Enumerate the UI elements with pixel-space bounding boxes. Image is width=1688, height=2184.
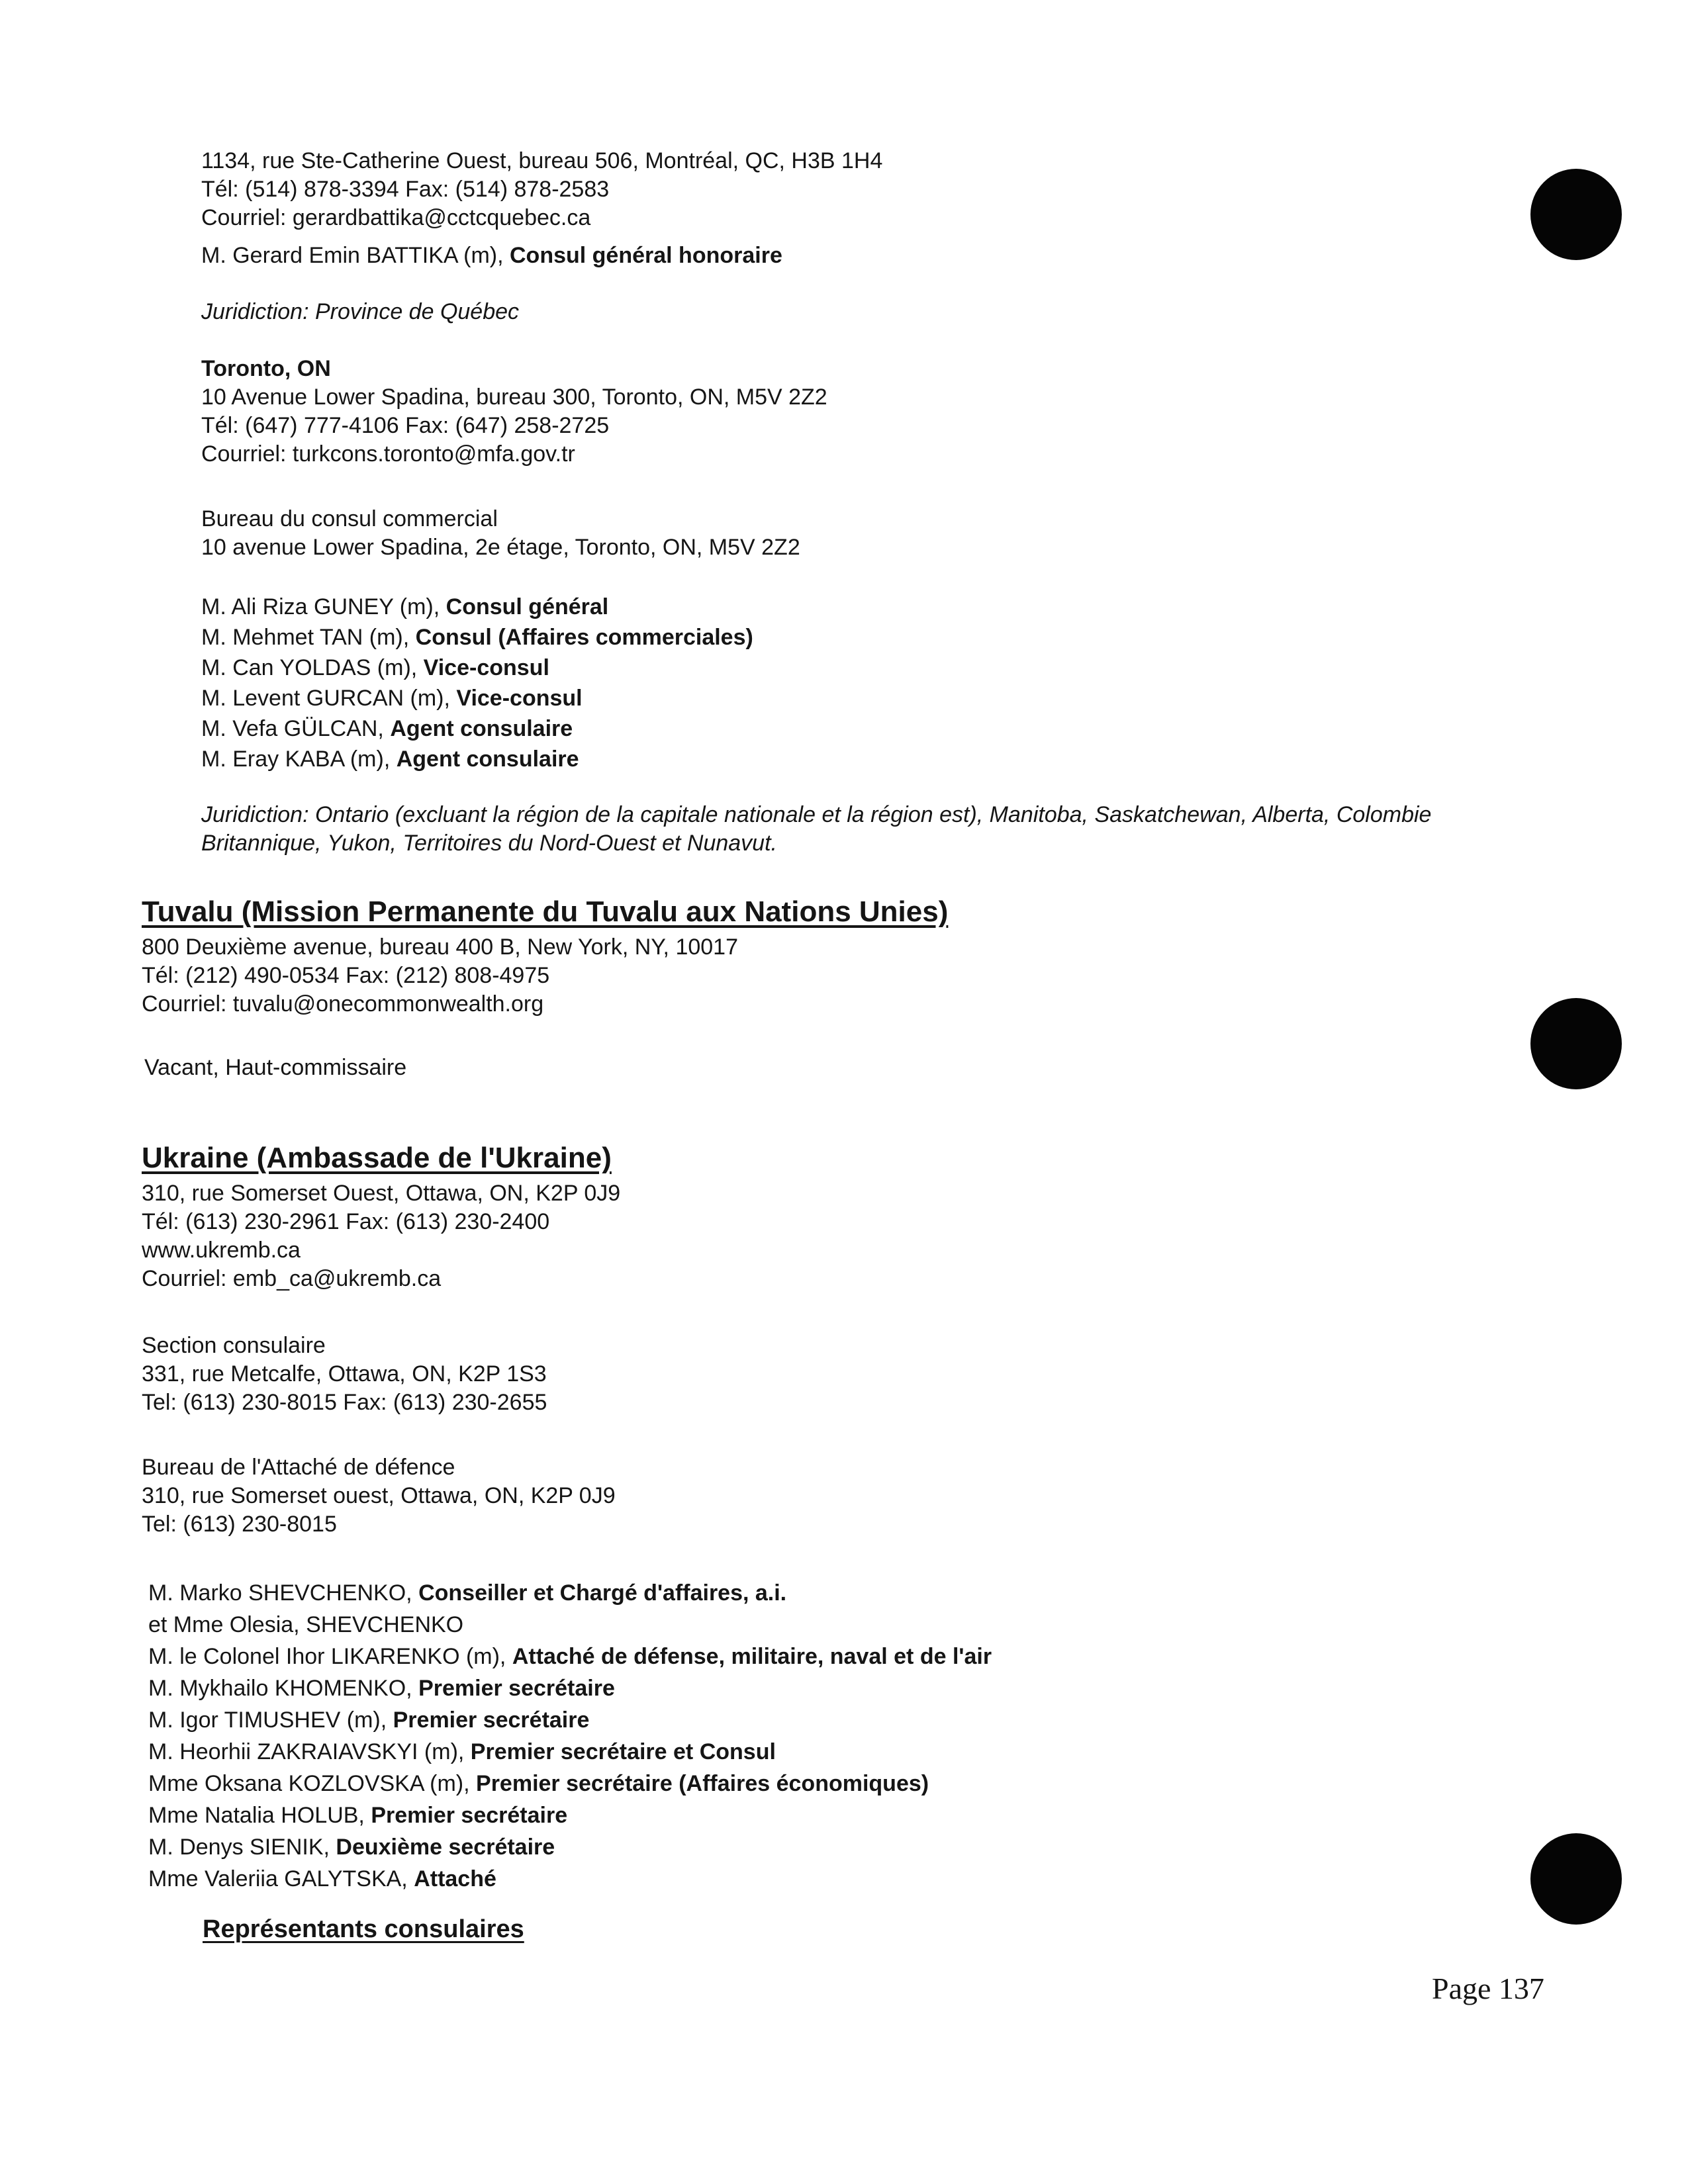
staff-name: Mme Valeriia GALYTSKA, <box>148 1866 414 1891</box>
toronto-commercial-block <box>201 505 800 562</box>
montreal-address: 1134, rue Ste-Catherine Ouest, bureau 506, Montréal, QC, H3B 1H4 <box>201 148 883 173</box>
staff-name: M. le Colonel Ihor LIKARENKO (m), <box>148 1644 512 1669</box>
staff-name: M. Gerard Emin BATTIKA (m), <box>201 243 510 268</box>
staff-name: Mme Natalia HOLUB, <box>148 1803 371 1828</box>
consular-section-address: 331, rue Metcalfe, Ottawa, ON, K2P 1S3 <box>142 1361 547 1387</box>
ukraine-address: 310, rue Somerset Ouest, Ottawa, ON, K2P 0J9 <box>142 1181 621 1206</box>
tuvalu-phone: Tél: (212) 490-0534 Fax: (212) 808-4975 <box>142 963 550 988</box>
staff-title: Premier secrétaire <box>418 1676 615 1701</box>
punch-hole-middle <box>1530 998 1622 1089</box>
staff-entry <box>148 1706 992 1738</box>
consular-section-label: Section consulaire <box>142 1333 326 1358</box>
staff-title: Agent consulaire <box>396 747 579 772</box>
staff-title: Vice-consul <box>456 686 583 711</box>
staff-entry <box>201 623 753 654</box>
staff-entry <box>148 1833 992 1865</box>
toronto-phone: Tél: (647) 777-4106 Fax: (647) 258-2725 <box>201 413 610 438</box>
montreal-phone: Tél: (514) 878-3394 Fax: (514) 878-2583 <box>201 177 610 202</box>
staff-name: M. Mehmet TAN (m), <box>201 625 416 650</box>
staff-entry <box>201 684 753 715</box>
staff-name: M. Marko SHEVCHENKO, <box>148 1580 419 1606</box>
staff-name: M. Vefa GÜLCAN, <box>201 716 391 741</box>
staff-name: M. Ali Riza GUNEY (m), <box>201 594 446 619</box>
tuvalu-address: 800 Deuxième avenue, bureau 400 B, New York, NY, 10017 <box>142 934 738 960</box>
tuvalu-vacant: Vacant, Haut-commissaire <box>144 1055 407 1080</box>
staff-title: Consul général <box>445 594 609 619</box>
punch-hole-top <box>1530 169 1622 260</box>
staff-title: Premier secrétaire <box>393 1707 590 1733</box>
toronto-jurisdiction: Juridiction: Ontario (excluant la région de la capitale nationale et la région est), Manitoba, Saskatchewan, Alberta, Colombie Britannique, Yukon, Territoires du Nord-Ouest et Nunavut. <box>201 802 1432 856</box>
staff-title: Attaché <box>414 1866 496 1891</box>
staff-title: Attaché de défense, militaire, naval et de l'air <box>512 1644 992 1669</box>
staff-name: M. Igor TIMUSHEV (m), <box>148 1707 393 1733</box>
staff-name: M. Heorhii ZAKRAIAVSKYI (m), <box>148 1739 471 1764</box>
staff-name: M. Can YOLDAS (m), <box>201 655 424 680</box>
staff-title: Consul général honoraire <box>510 243 782 268</box>
defence-office-label: Bureau de l'Attaché de défence <box>142 1455 455 1480</box>
tuvalu-heading: Tuvalu (Mission Permanente du Tuvalu aux Nations Unies) <box>142 895 949 928</box>
staff-entry <box>201 715 753 745</box>
staff-entry <box>148 1643 992 1674</box>
montreal-block <box>201 147 882 270</box>
staff-title: Agent consulaire <box>390 716 573 741</box>
staff-title: Deuxième secrétaire <box>336 1835 555 1860</box>
toronto-email: Courriel: turkcons.toronto@mfa.gov.tr <box>201 441 575 467</box>
staff-entry <box>148 1770 992 1801</box>
staff-entry <box>148 1865 992 1897</box>
toronto-block <box>201 355 827 469</box>
staff-name: M. Denys SIENIK, <box>148 1835 336 1860</box>
staff-entry <box>201 745 753 776</box>
staff-entry <box>201 242 882 270</box>
montreal-jurisdiction: Juridiction: Province de Québec <box>201 299 520 324</box>
staff-name: Mme Oksana KOZLOVSKA (m), <box>148 1771 477 1796</box>
consular-representatives-heading: Représentants consulaires <box>203 1915 524 1943</box>
ukraine-heading: Ukraine (Ambassade de l'Ukraine) <box>142 1142 612 1174</box>
staff-title: Conseiller et Chargé d'affaires, a.i. <box>418 1580 787 1606</box>
defence-office-phone: Tel: (613) 230-8015 <box>142 1512 337 1537</box>
ukraine-consular-section <box>142 1332 547 1417</box>
staff-entry <box>148 1611 992 1643</box>
ukraine-phone: Tél: (613) 230-2961 Fax: (613) 230-2400 <box>142 1209 550 1234</box>
montreal-email: Courriel: gerardbattika@cctcquebec.ca <box>201 205 591 230</box>
staff-entry <box>201 593 753 623</box>
page-number: Page 137 <box>1432 1972 1544 2005</box>
toronto-city: Toronto, ON <box>201 356 331 381</box>
staff-entry <box>148 1579 992 1611</box>
staff-title: Premier secrétaire <box>371 1803 568 1828</box>
staff-name: M. Mykhailo KHOMENKO, <box>148 1676 419 1701</box>
ukraine-website: www.ukremb.ca <box>142 1238 301 1263</box>
staff-title: Consul (Affaires commerciales) <box>415 625 753 650</box>
ukraine-staff-list <box>148 1579 992 1897</box>
toronto-staff-list <box>201 593 753 776</box>
staff-name: M. Eray KABA (m), <box>201 747 397 772</box>
staff-title: Premier secrétaire et Consul <box>470 1739 776 1764</box>
defence-office-address: 310, rue Somerset ouest, Ottawa, ON, K2P 0J9 <box>142 1483 616 1508</box>
toronto-address: 10 Avenue Lower Spadina, bureau 300, Toronto, ON, M5V 2Z2 <box>201 385 827 410</box>
punch-hole-bottom <box>1530 1833 1622 1925</box>
consular-section-phone: Tel: (613) 230-8015 Fax: (613) 230-2655 <box>142 1390 547 1415</box>
staff-name: et Mme Olesia, SHEVCHENKO <box>148 1612 464 1637</box>
ukraine-defence-office <box>142 1453 616 1539</box>
staff-entry <box>148 1674 992 1706</box>
ukraine-email: Courriel: emb_ca@ukremb.ca <box>142 1266 442 1291</box>
toronto-commercial-label: Bureau du consul commercial <box>201 506 498 531</box>
staff-entry <box>148 1801 992 1833</box>
staff-name: M. Levent GURCAN (m), <box>201 686 457 711</box>
staff-entry <box>148 1738 992 1770</box>
staff-title: Premier secrétaire (Affaires économiques) <box>476 1771 929 1796</box>
tuvalu-block <box>142 933 738 1019</box>
tuvalu-email: Courriel: tuvalu@onecommonwealth.org <box>142 991 544 1017</box>
ukraine-block <box>142 1179 620 1293</box>
staff-entry <box>201 654 753 684</box>
toronto-commercial-address: 10 avenue Lower Spadina, 2e étage, Toronto, ON, M5V 2Z2 <box>201 535 800 560</box>
staff-title: Vice-consul <box>423 655 549 680</box>
